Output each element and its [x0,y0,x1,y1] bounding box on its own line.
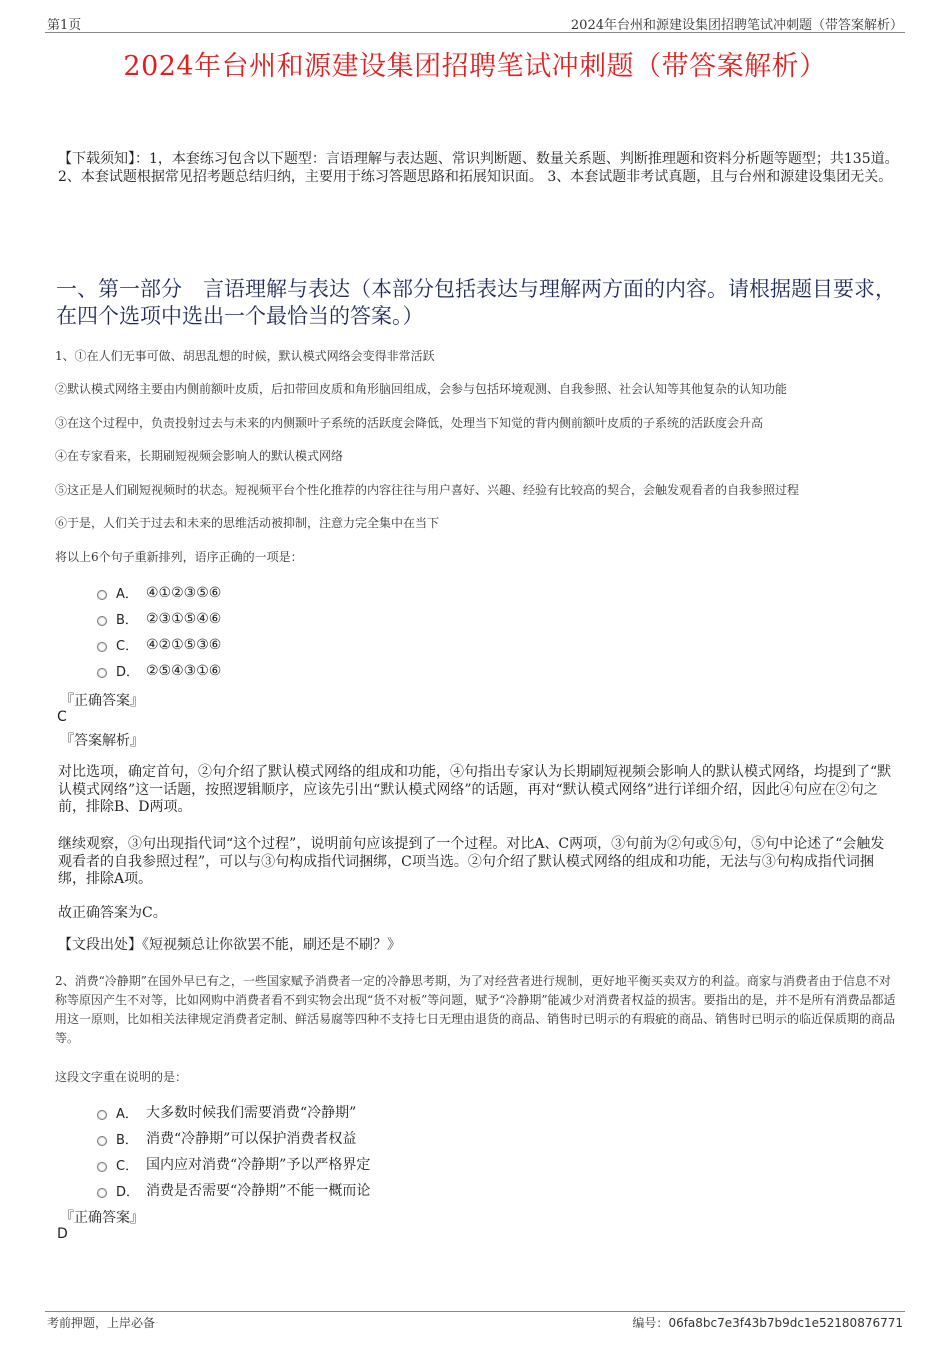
q1-option-d[interactable] [97,661,221,680]
q1-analysis-paragraph: 继续观察，③句出现指代词“这个过程”，说明前句应该提到了一个过程。对比A、C两项，③句前为②句或⑤句，⑤句中论述了“会触发观看者的自我参照过程”，可以与③句构成指代词捆绑，C项当选。②句介绍了默认模式网络的组成和功能，无法与③句构成指代词捆绑，排除A项。 [58,836,885,887]
option-text: ②③①⑤④⑥ [146,610,222,627]
q2-answer: D [57,1226,68,1242]
q1-analysis-paragraph: 对比选项，确定首句，②句介绍了默认模式网络的组成和功能，④句指出专家认为长期刷短视频会影响人的默认模式网络，均提到了“默认模式网络”这一话题，按照逻辑顺序，应该先引出“默认模式网络”的话题，再对“默认模式网络”进行详细介绍，因此④句应在②句之前，排除B、D两项。 [58,764,892,815]
option-text: 国内应对消费“冷静期”予以严格界定 [146,1157,371,1173]
q1-conclusion: 故正确答案为C。 [58,905,167,921]
q2-question: 这段文字重在说明的是： [55,1070,188,1084]
radio-icon[interactable] [97,590,107,600]
option-letter: D． [116,665,140,680]
q1-option-a[interactable] [97,583,221,602]
section-heading: 一、第一部分 言语理解与表达（本部分包括表达与理解两方面的内容。请根据题目要求，在四个选项中选出一个最恰当的答案。） [56,277,896,328]
option-text: ②⑤④③①⑥ [146,662,222,679]
q1-analysis-label: 『答案解析』 [60,733,144,749]
q1-line: ⑤这正是人们刷短视频时的状态。短视频平台个性化推荐的内容往往与用户喜好、兴趣、经验有比较高的契合，会触发观看者的自我参照过程 [55,483,800,497]
option-letter: C． [116,639,139,654]
q1-option-c[interactable] [97,635,221,654]
q1-line: ③在这个过程中，负责投射过去与未来的内侧颞叶子系统的活跃度会降低，处理当下知觉的背内侧前额叶皮质的子系统的活跃度会升高 [55,416,764,430]
radio-icon[interactable] [97,1162,107,1172]
radio-icon[interactable] [97,1136,107,1146]
radio-icon[interactable] [97,616,107,626]
radio-icon[interactable] [97,1110,107,1120]
q2-answer-label: 『正确答案』 [60,1210,144,1226]
option-text: ④①②③⑤⑥ [146,584,222,601]
q1-line: ⑥于是，人们关于过去和未来的思维活动被抑制，注意力完全集中在当下 [55,516,440,530]
q1-line: ②默认模式网络主要由内侧前额叶皮质，后扣带回皮质和角形脑回组成，会参与包括环境观测、自我参照、社会认知等其他复杂的认知功能 [55,382,788,396]
option-letter: B． [116,613,138,628]
q2-stem: 2、消费“冷静期”在国外早已有之，一些国家赋予消费者一定的冷静思考期，为了对经营者进行规制，更好地平衡买卖双方的利益。商家与消费者由于信息不对称等原因产生不对等，比如网购中消费者看不到实物会出现“货不对板”等问题，赋予“冷静期”能减少对消费者权益的损害。要指出的是，并不是所有消费品都适用这一原则，比如相关法律规定消费者定制、鲜活易腐等四种不支持七日无理由退货的商品、销售时已明示的有瑕疵的商品、销售时已明示的临近保质期的商品等。 [55,974,896,1045]
q1-source: 【文段出处】《短视频总让你欲罢不能，刷还是不刷？》 [58,937,401,953]
q1-option-b[interactable] [97,609,221,628]
q1-question: 将以上6个句子重新排列，语序正确的一项是： [55,550,303,564]
q2-option-b[interactable] [97,1128,356,1148]
option-letter: D． [116,1184,140,1200]
footer-slogan: 考前押题，上岸必备 [47,1316,156,1330]
q1-answer-label: 『正确答案』 [60,693,144,709]
option-letter: B． [116,1132,138,1148]
download-notice: 【下载须知】：1，本套练习包含以下题型：言语理解与表达题、常识判断题、数量关系题、判断推理题和资料分析题等题型；共135道。 2、本套试题根据常见招考题总结归纳，主要用于练习答题思路和拓展知识面。 3、本套试题非考试真题，且与台州和源建设集团无关。 [58,151,899,185]
q2-option-a[interactable] [97,1102,356,1122]
radio-icon[interactable] [97,642,107,652]
footer-code-value: 06fa8bc7e3f43b7b9dc1e52180876771 [668,1316,903,1330]
option-letter: A． [116,587,138,602]
footer-divider [45,1311,905,1312]
q2-option-d[interactable] [97,1180,370,1200]
option-text: 消费“冷静期”可以保护消费者权益 [146,1131,357,1147]
footer-code [632,1314,903,1331]
option-letter: C． [116,1158,139,1174]
document-title: 2024年台州和源建设集团招聘笔试冲刺题（带答案解析） [123,51,827,82]
running-header-title: 2024年台州和源建设集团招聘笔试冲刺题（带答案解析） [570,18,903,33]
option-text: ④②①⑤③⑥ [146,636,222,653]
option-text: 大多数时候我们需要消费“冷静期” [146,1105,357,1121]
option-text: 消费是否需要“冷静期”不能一概而论 [146,1183,371,1199]
option-letter: A． [116,1106,138,1122]
radio-icon[interactable] [97,1188,107,1198]
header-divider [45,32,905,33]
page-number: 第1页 [47,18,82,33]
q1-line: ④在专家看来，长期刷短视频会影响人的默认模式网络 [55,449,344,463]
q1-line: 1、①在人们无事可做、胡思乱想的时候，默认模式网络会变得非常活跃 [55,349,435,363]
q2-option-c[interactable] [97,1154,370,1174]
q1-answer: C [57,709,67,725]
footer-code-label: 编号： [632,1316,669,1330]
radio-icon[interactable] [97,668,107,678]
